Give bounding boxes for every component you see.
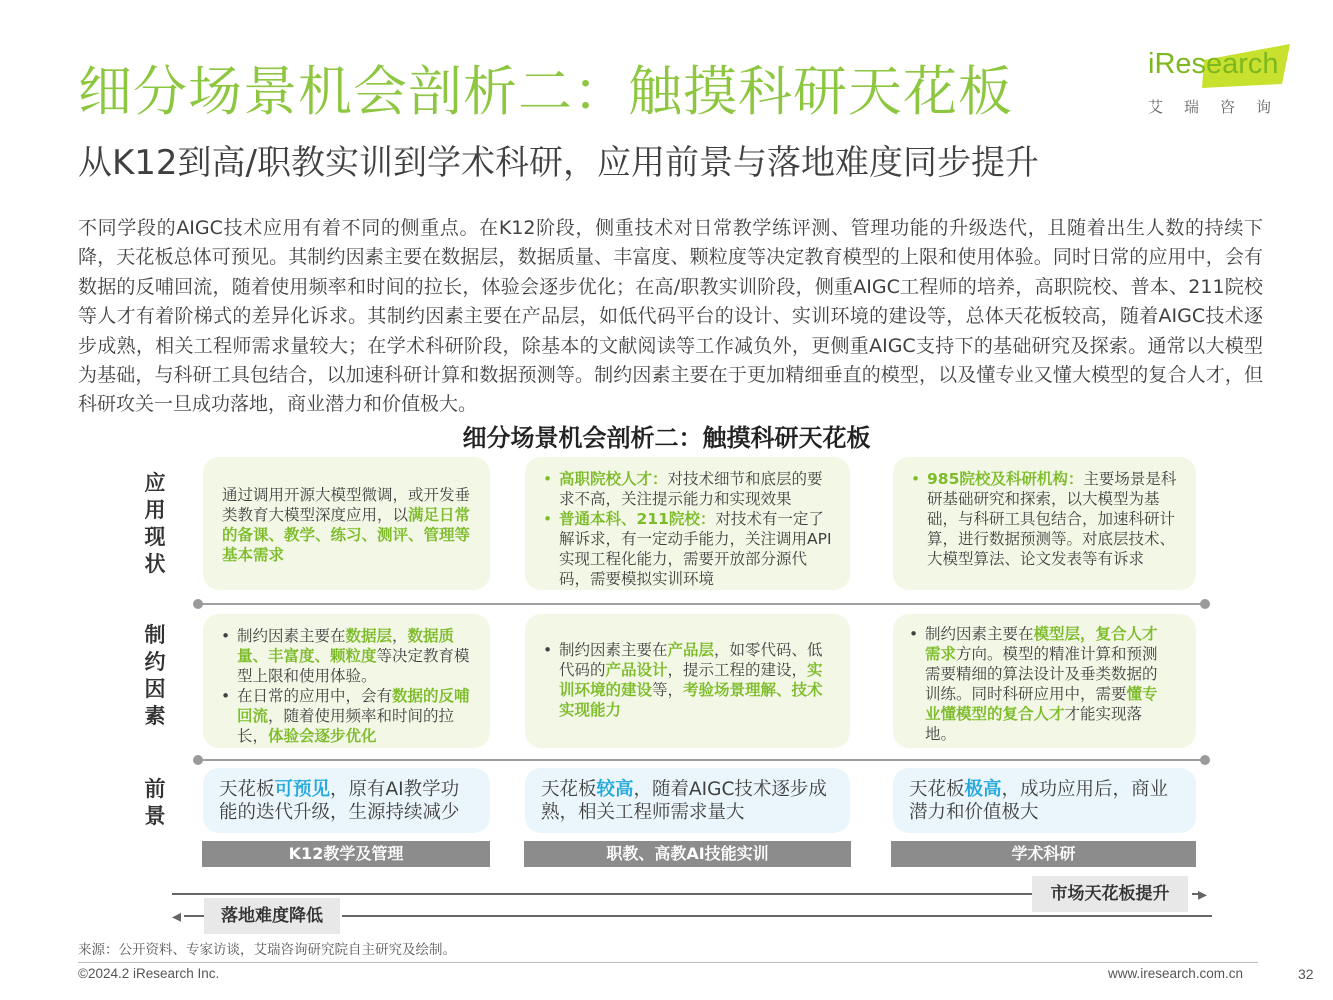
bullet-dot-icon: • — [543, 470, 553, 488]
page-subtitle: 从K12到高/职教实训到学术科研，应用前景与落地难度同步提升 — [78, 143, 1040, 183]
card-text-plain: 等， — [652, 681, 684, 699]
card-text-highlight: 实训环境的建设 — [559, 661, 823, 699]
card-text-highlight: 普通本科、211院校： — [559, 510, 716, 528]
card-text-highlight: 高职院校人才： — [559, 470, 668, 488]
page-number: 32 — [1298, 966, 1314, 982]
column-label-vocational: 职教、高教AI技能实训 — [524, 841, 851, 867]
card-text-plain: ，成功应用后，商业潜力和价值极大 — [909, 779, 1169, 823]
diagram-title: 细分场景机会剖析二：触摸科研天花板 — [462, 424, 871, 452]
arrow-right-icon: ▸ — [1198, 884, 1208, 905]
card-text-plain: ，随着使用频率和时间的拉长， — [237, 707, 455, 745]
bullet-dot-icon: • — [221, 687, 231, 705]
bullet-dot-icon: • — [543, 510, 553, 528]
card-text-plain: 主要场景是科研基础研究和探索，以大模型为基础，与科研工具包结合，加速科研计算，进行数据预测等。对底层技术、大模型算法、论文发表等有诉求 — [927, 470, 1177, 568]
arrow-down-label: 落地难度降低 — [204, 898, 340, 934]
card-constraints-vocational — [525, 614, 850, 748]
source-note: 来源：公开资料、专家访谈，艾瑞咨询研究院自主研究及绘制。 — [78, 942, 456, 958]
iresearch-logo — [1142, 42, 1302, 122]
card-text-highlight: 考验场景理解、技术实现能力 — [559, 681, 823, 719]
card-outlook-k12 — [203, 768, 490, 833]
card-text-highlight: 产品层 — [667, 641, 715, 659]
card-text-plain: 天花板 — [541, 779, 597, 800]
card-text-highlight: 985院校及科研机构： — [927, 470, 1084, 488]
card-text-highlight: 较高 — [596, 779, 634, 800]
card-text — [909, 778, 1180, 824]
page-title: 细分场景机会剖析二：触摸科研天花板 — [78, 60, 1013, 123]
card-text-highlight: 模型层，复合人才需求 — [925, 625, 1158, 663]
card-application-k12 — [203, 457, 490, 590]
row-divider — [198, 759, 1205, 761]
column-label-k12: K12教学及管理 — [202, 841, 490, 867]
card-text-plain: 方向。模型的精准计算和预测需要精细的算法设计及垂类数据的训练。同时科研应用中，需要 — [925, 645, 1158, 703]
bullet-item — [911, 469, 1178, 569]
card-text-highlight: 产品设计 — [605, 661, 668, 679]
bullet-dot-icon: • — [911, 470, 921, 488]
card-text-plain: 制约因素主要在 — [559, 641, 668, 659]
arrow-down-line-start — [184, 915, 204, 917]
card-text-highlight: 数据层 — [345, 627, 393, 645]
bullet-item — [221, 626, 476, 686]
card-text-plain: 制约因素主要在 — [237, 627, 346, 645]
bullet-dot-icon: • — [543, 641, 553, 659]
card-text-plain: ，如零代码、低代码的 — [559, 641, 823, 679]
logo-chinese-text: 艾瑞咨询 — [1148, 98, 1293, 116]
card-text — [222, 485, 474, 565]
column-label-research: 学术科研 — [891, 841, 1196, 867]
card-text-plain: 在日常的应用中，会有 — [237, 687, 393, 705]
logo-brand-text: iResearch — [1148, 48, 1279, 80]
card-text-plain: 对技术细节和底层的要求不高，关注提示能力和实现效果 — [559, 470, 823, 508]
card-text-plain: 制约因素主要在 — [925, 625, 1034, 643]
card-text-plain: 通过调用开源大模型微调，或开发垂类教育大模型深度应用，以 — [222, 486, 471, 524]
card-text-highlight: 极高 — [964, 779, 1002, 800]
row-divider — [198, 603, 1205, 605]
row-label-application: 应用现状 — [144, 471, 166, 576]
card-text-plain: ，原有AI教学功能的迭代升级，生源持续减少 — [219, 779, 460, 823]
bullet-item — [221, 686, 476, 746]
card-text-plain: ，随着AIGC技术逐步成熟，相关工程师需求量大 — [541, 779, 827, 823]
card-text-highlight: 可预见 — [274, 779, 331, 800]
card-text-highlight: 满足日常的备课、教学、练习、测评、管理等基本需求 — [222, 506, 471, 564]
bullet-item — [543, 640, 836, 720]
card-outlook-research — [893, 768, 1196, 833]
card-text-highlight: 体验会逐步优化 — [268, 727, 377, 745]
arrow-up-line — [172, 893, 1032, 895]
card-text-plain: 才能实现落地。 — [925, 705, 1143, 743]
card-constraints-k12 — [203, 614, 490, 748]
footer-divider — [78, 962, 1258, 963]
copyright: ©2024.2 iResearch Inc. — [78, 966, 220, 981]
card-application-research — [893, 457, 1196, 590]
card-application-vocational — [525, 457, 850, 590]
card-text-highlight: 懂专业懂模型的复合人才 — [925, 685, 1158, 723]
row-label-constraints: 制约因素 — [144, 623, 166, 728]
card-text — [541, 778, 834, 824]
bullet-item — [543, 509, 832, 589]
bullet-item — [909, 624, 1172, 744]
arrow-down-line — [342, 915, 1212, 917]
card-text-plain: 对技术有一定了解诉求，有一定动手能力，关注调用API实现工程化能力，需要开放部分源代码，需要模拟实训环境 — [559, 510, 832, 588]
bullet-dot-icon: • — [221, 627, 231, 645]
card-text-plain: 天花板 — [909, 779, 965, 800]
website-link[interactable]: www.iresearch.com.cn — [1108, 966, 1244, 981]
arrow-left-icon: ◂ — [172, 906, 182, 927]
card-outlook-vocational — [525, 768, 850, 833]
arrow-up-label: 市场天花板提升 — [1032, 876, 1188, 912]
bullet-item — [543, 469, 832, 509]
card-text-highlight: 数据质量、丰富度、颗粒度 — [237, 627, 455, 665]
card-text — [219, 778, 474, 824]
row-label-outlook: 前景 — [144, 777, 166, 828]
intro-paragraph: 不同学段的AIGC技术应用有着不同的侧重点。在K12阶段，侧重技术对日常教学练评测、管理功能的升级迭代，且随着出生人数的持续下降，天花板总体可预见。其制约因素主要在数据层，数据质量、丰富度、颗粒度等决定教育模型的上限和使用体验。同时日常的应用中，会有数据的反哺回流，随着使用频率和时间的拉长，体验会逐步优化；在高/职教实训阶段，侧重AIGC工程师的培养，高职院校、普本、211院校等人才有着阶梯式的差异化诉求。其制约因素主要在产品层，如低代码平台的设计、实训环境的建设等，总体天花板较高，随着AIGC技术逐步成熟，相关工程师需求量较大；在学术科研阶段，除基本的文献阅读等工作减负外，更侧重AIGC支持下的基础研究及探索。通常以大模型为基础，与科研工具包结合，以加速科研计算和数据预测等。制约因素主要在于更加精细垂直的模型，以及懂专业又懂大模型的复合人才，但科研攻关一旦成功落地，商业潜力和价值极大。 — [78, 217, 1263, 416]
card-constraints-research — [893, 614, 1196, 748]
card-text-plain: ，提示工程的建设， — [667, 661, 808, 679]
bullet-dot-icon: • — [909, 625, 919, 643]
card-text-plain: 等决定教育模型上限和使用体验。 — [237, 647, 470, 685]
card-text-plain: ， — [392, 627, 408, 645]
card-text-highlight: 数据的反哺回流 — [237, 687, 470, 725]
card-text-plain: 天花板 — [219, 779, 275, 800]
